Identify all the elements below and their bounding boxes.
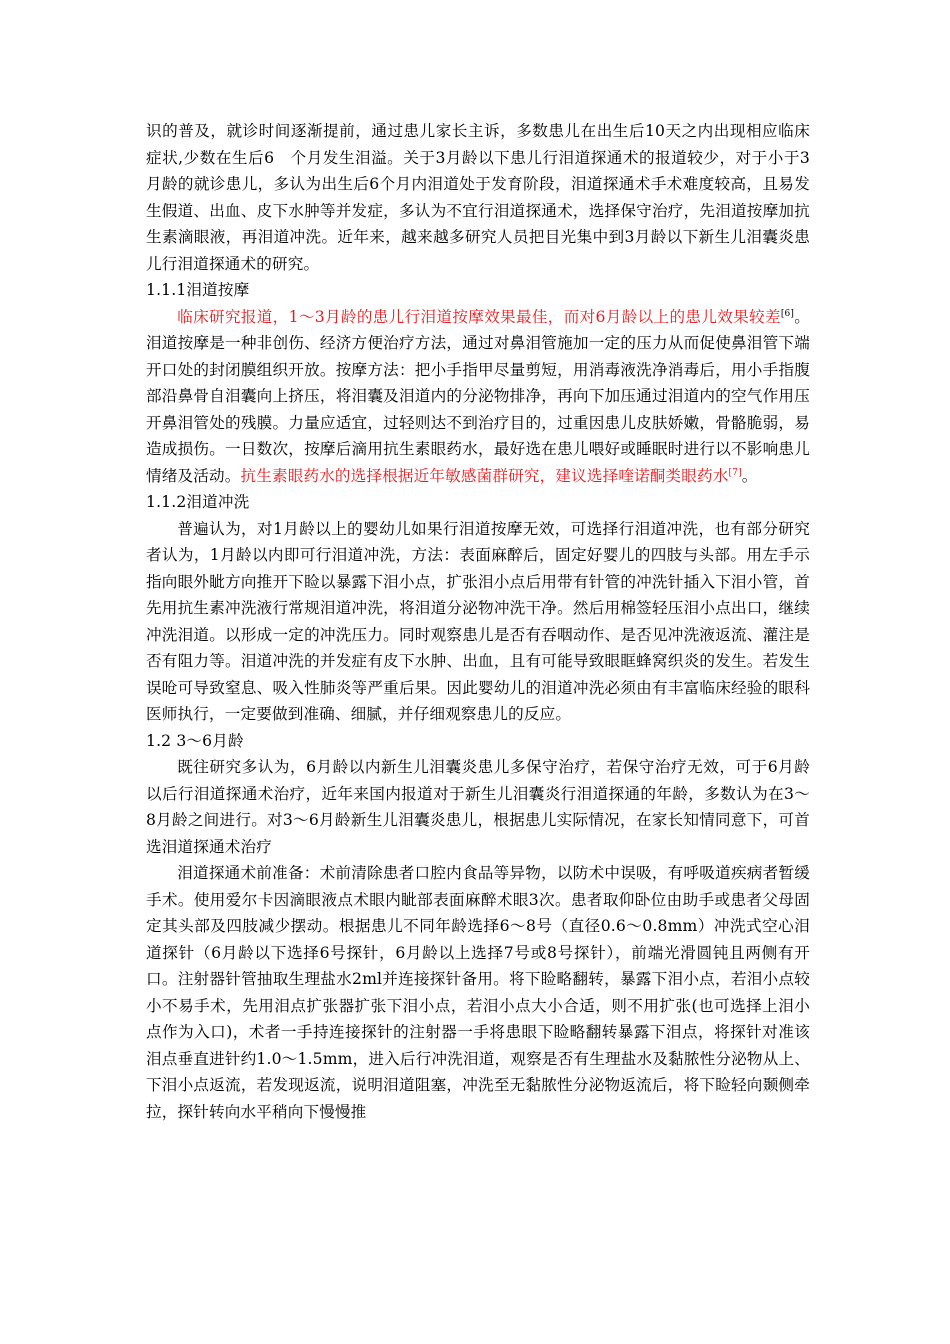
massage-paragraph [146, 304, 810, 490]
body-text: 。泪道按摩是一种非创伤、经济方便治疗方法，通过对鼻泪管施加一定的压力从而促使鼻泪管下端开口处的封闭膜组织开放。按摩方法：把小手指甲尽量剪短，用消毒液洗净消毒后，用小手指腹部沿鼻骨自泪囊向上挤压，将泪囊及泪道内的分泌物排净，再向下加压通过泪道内的空气作用压开鼻泪管处的残膜。力量应适宜，过轻则达不到治疗目的，过重因患儿皮肤娇嫩，骨骼脆弱，易造成损伤。一日数次，按摩后滴用抗生素眼药水，最好选在患儿喂好或睡眠时进行以不影响患儿情绪及活动。 [146, 307, 810, 485]
probing-prep-paragraph: 泪道探通术前准备：术前清除患者口腔内食品等异物，以防术中误吸，有呼吸道疾病者暂缓手术。使用爱尔卡因滴眼液点术眼内眦部表面麻醉术眼3次。患者取仰卧位由助手或患者父母固定其头部及四肢减少摆动。根据患儿不同年龄选择6～8号（直径0.6～0.8mm）冲洗式空心泪道探针（6月龄以下选择6号探针，6月龄以上选择7号或8号探针），前端光滑圆钝且两侧有开口。注射器针管抽取生理盐水2ml并连接探针备用。将下睑略翻转，暴露下泪小点，若泪小点较小不易手术，先用泪点扩张器扩张下泪小点，若泪小点大小合适，则不用扩张(也可选择上泪小点作为入口)，术者一手持连接探针的注射器一手将患眼下睑略翻转暴露下泪点，将探针对准该泪点垂直进针约1.0～1.5mm，进入后行冲洗泪道，观察是否有生理盐水及黏脓性分泌物从上、下泪小点返流，若发现返流，说明泪道阻塞，冲洗至无黏脓性分泌物返流后，将下睑轻向颞侧牵拉，探针转向水平稍向下慢慢推 [146, 864, 810, 1121]
section-heading-1-1-1: 1.1.1泪道按摩 [146, 281, 250, 299]
highlighted-text: 抗生素眼药水的选择根据近年敏感菌群研究，建议选择喹诺酮类眼药水 [240, 466, 729, 485]
citation-ref: [7] [728, 467, 742, 478]
body-text: 。 [741, 466, 758, 485]
section-heading-1-2: 1.2 3～6月龄 [146, 731, 244, 750]
highlighted-text: 临床研究报道，1～3月龄的患儿行泪道按摩效果最佳，而对6月龄以上的患儿效果较差 [177, 307, 781, 326]
age-3-6-paragraph: 既往研究多认为，6月龄以内新生儿泪囊炎患儿多保守治疗，若保守治疗无效，可于6月龄以后行泪道探通术治疗，近年来国内报道对于新生儿泪囊炎行泪道探通的年龄，多数认为在3～8月龄之间进行。对3～6月龄新生儿泪囊炎患儿，根据患儿实际情况，在家长知情同意下，可首选泪道探通术治疗 [146, 758, 810, 856]
section-heading-1-1-2: 1.1.2泪道冲洗 [146, 493, 250, 511]
intro-paragraph: 识的普及，就诊时间逐渐提前，通过患儿家长主诉，多数患儿在出生后10天之内出现相应临床症状,少数在生后6 个月发生泪溢。关于3月龄以下患儿行泪道探通术的报道较少，对于小于3月龄的就诊患儿，多认为出生后6个月内泪道处于发育阶段，泪道探通术手术难度较高，且易发生假道、出血、皮下水肿等并发症，多认为不宜行泪道探通术，选择保守治疗，先泪道按摩加抗生素滴眼液，再泪道冲洗。近年来，越来越多研究人员把目光集中到3月龄以下新生儿泪囊炎患儿行泪道探通术的研究。 [146, 122, 810, 273]
document-page [146, 118, 810, 1125]
flush-paragraph: 普遍认为，对1月龄以上的婴幼儿如果行泪道按摩无效，可选择行泪道冲洗，也有部分研究者认为，1月龄以内即可行泪道冲洗，方法：表面麻醉后，固定好婴儿的四肢与头部。用左手示指向眼外眦方向推开下睑以暴露下泪小点，扩张泪小点后用带有针管的冲洗针插入下泪小管，首先用抗生素冲洗液行常规泪道冲洗，将泪道分泌物冲洗干净。然后用棉签轻压泪小点出口，继续冲洗泪道。以形成一定的冲洗压力。同时观察患儿是否有吞咽动作、是否见冲洗液返流、灌注是否有阻力等。泪道冲洗的并发症有皮下水肿、出血，且有可能导致眼眶蜂窝织炎的发生。若发生误呛可导致窒息、吸入性肺炎等严重后果。因此婴幼儿的泪道冲洗必须由有丰富临床经验的眼科医师执行，一定要做到准确、细腻，并仔细观察患儿的反应。 [146, 519, 810, 723]
citation-ref: [6] [780, 308, 795, 319]
